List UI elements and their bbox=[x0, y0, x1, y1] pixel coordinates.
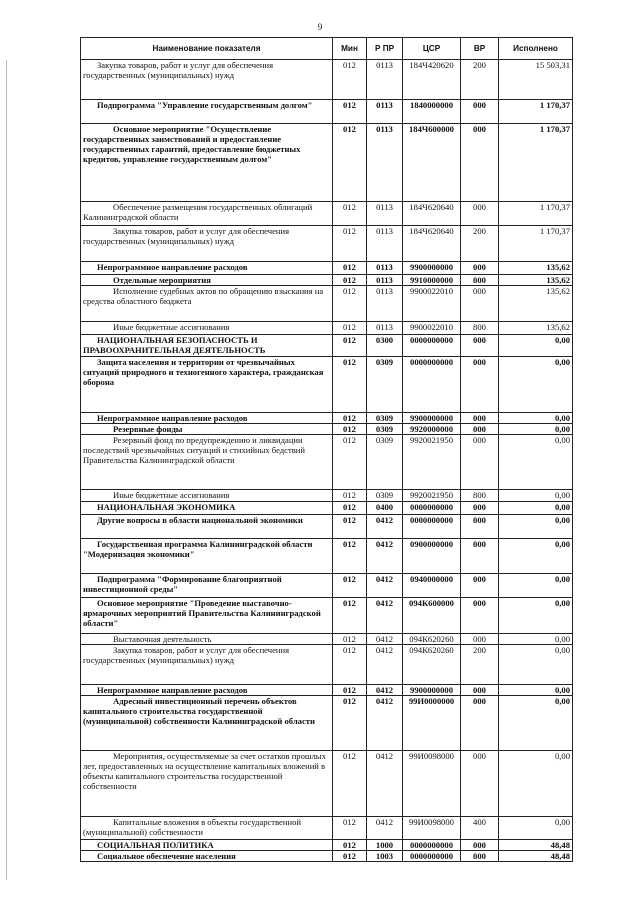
cell-vr: 800 bbox=[461, 322, 499, 335]
cell-name: Исполнение судебных актов по обращению взыскания на средства областного бюджета bbox=[81, 286, 333, 322]
cell-done: 0,00 bbox=[499, 574, 573, 598]
cell-csr: 094К620260 bbox=[403, 634, 461, 645]
cell-done: 0,00 bbox=[499, 413, 573, 424]
cell-csr: 9920000000 bbox=[403, 424, 461, 435]
cell-name: Закупка товаров, работ и услуг для обеспечения государственных (муниципальных) нужд bbox=[81, 226, 333, 262]
table-row bbox=[81, 357, 573, 413]
table-row bbox=[81, 60, 573, 100]
table-row bbox=[81, 226, 573, 262]
cell-rpr: 0412 bbox=[367, 539, 403, 574]
cell-rpr: 0113 bbox=[367, 262, 403, 275]
cell-rpr: 0300 bbox=[367, 335, 403, 357]
cell-rpr: 0412 bbox=[367, 817, 403, 840]
cell-done: 0,00 bbox=[499, 435, 573, 490]
cell-csr: 99И0098000 bbox=[403, 751, 461, 817]
cell-done: 15 503,31 bbox=[499, 60, 573, 100]
cell-vr: 200 bbox=[461, 60, 499, 100]
table-row bbox=[81, 685, 573, 696]
cell-name: НАЦИОНАЛЬНАЯ БЕЗОПАСНОСТЬ И ПРАВООХРАНИТЕЛЬНАЯ ДЕЯТЕЛЬНОСТЬ bbox=[81, 335, 333, 357]
cell-vr: 000 bbox=[461, 840, 499, 851]
table-row bbox=[81, 634, 573, 645]
cell-name: Резервные фонды bbox=[81, 424, 333, 435]
cell-min: 012 bbox=[333, 413, 367, 424]
cell-min: 012 bbox=[333, 124, 367, 202]
cell-csr: 184Ч420620 bbox=[403, 60, 461, 100]
cell-done: 0,00 bbox=[499, 598, 573, 634]
cell-vr: 000 bbox=[461, 539, 499, 574]
cell-min: 012 bbox=[333, 840, 367, 851]
cell-min: 012 bbox=[333, 685, 367, 696]
cell-min: 012 bbox=[333, 435, 367, 490]
cell-rpr: 0309 bbox=[367, 413, 403, 424]
cell-rpr: 0113 bbox=[367, 60, 403, 100]
cell-done: 0,00 bbox=[499, 357, 573, 413]
cell-done: 1 170,37 bbox=[499, 100, 573, 124]
cell-csr: 094К620260 bbox=[403, 645, 461, 685]
cell-min: 012 bbox=[333, 357, 367, 413]
cell-rpr: 0412 bbox=[367, 685, 403, 696]
cell-name: Непрограммное направление расходов bbox=[81, 413, 333, 424]
cell-csr: 99И0000000 bbox=[403, 696, 461, 751]
cell-rpr: 0412 bbox=[367, 515, 403, 539]
table-row bbox=[81, 696, 573, 751]
cell-name: Непрограммное направление расходов bbox=[81, 262, 333, 275]
cell-rpr: 0412 bbox=[367, 645, 403, 685]
cell-name: Закупка товаров, работ и услуг для обеспечения государственных (муниципальных) нужд bbox=[81, 645, 333, 685]
cell-vr: 000 bbox=[461, 286, 499, 322]
cell-name: Иные бюджетные ассигнования bbox=[81, 490, 333, 502]
cell-rpr: 0113 bbox=[367, 286, 403, 322]
cell-name: Отдельные мероприятия bbox=[81, 275, 333, 286]
cell-done: 0,00 bbox=[499, 685, 573, 696]
cell-csr: 9900000000 bbox=[403, 685, 461, 696]
cell-vr: 000 bbox=[461, 685, 499, 696]
cell-rpr: 0309 bbox=[367, 424, 403, 435]
cell-done: 1 170,37 bbox=[499, 226, 573, 262]
cell-done: 0,00 bbox=[499, 490, 573, 502]
cell-done: 0,00 bbox=[499, 502, 573, 515]
table-row bbox=[81, 751, 573, 817]
cell-csr: 99И0098000 bbox=[403, 817, 461, 840]
cell-name: Государственная программа Калининградской области "Модернизация экономики" bbox=[81, 539, 333, 574]
cell-csr: 184Ч600000 bbox=[403, 124, 461, 202]
cell-vr: 800 bbox=[461, 490, 499, 502]
cell-vr: 200 bbox=[461, 226, 499, 262]
cell-csr: 1840000000 bbox=[403, 100, 461, 124]
cell-min: 012 bbox=[333, 696, 367, 751]
cell-rpr: 0400 bbox=[367, 502, 403, 515]
cell-min: 012 bbox=[333, 751, 367, 817]
cell-vr: 000 bbox=[461, 100, 499, 124]
cell-rpr: 0113 bbox=[367, 124, 403, 202]
cell-csr: 9900000000 bbox=[403, 413, 461, 424]
cell-vr: 000 bbox=[461, 634, 499, 645]
table-row bbox=[81, 817, 573, 840]
cell-vr: 000 bbox=[461, 515, 499, 539]
page-number: 9 bbox=[317, 22, 323, 32]
cell-rpr: 0113 bbox=[367, 226, 403, 262]
cell-name: Защита населения и территории от чрезвычайных ситуаций природного и техногенного характера, гражданская оборона bbox=[81, 357, 333, 413]
cell-done: 1 170,37 bbox=[499, 124, 573, 202]
header-csr: ЦСР bbox=[403, 38, 461, 60]
cell-vr: 000 bbox=[461, 424, 499, 435]
cell-vr: 000 bbox=[461, 598, 499, 634]
cell-csr: 0000000000 bbox=[403, 840, 461, 851]
cell-vr: 000 bbox=[461, 357, 499, 413]
table-header-row bbox=[81, 38, 573, 60]
table-row bbox=[81, 202, 573, 226]
cell-done: 0,00 bbox=[499, 751, 573, 817]
cell-done: 0,00 bbox=[499, 645, 573, 685]
table-row bbox=[81, 100, 573, 124]
cell-name: Основное мероприятие "Осуществление государственных заимствований и предоставление государственных гарантий, предоставление бюджетных кредитов, управление государственным долгом" bbox=[81, 124, 333, 202]
cell-done: 0,00 bbox=[499, 817, 573, 840]
cell-vr: 000 bbox=[461, 335, 499, 357]
cell-name: Закупка товаров, работ и услуг для обеспечения государственных (муниципальных) нужд bbox=[81, 60, 333, 100]
cell-name: Адресный инвестиционный перечень объектов капитального строительства государственной (муниципальной) собственности Калининградской области bbox=[81, 696, 333, 751]
cell-csr: 184Ч620640 bbox=[403, 226, 461, 262]
cell-csr: 0900000000 bbox=[403, 539, 461, 574]
cell-name: Подпрограмма "Управление государственным долгом" bbox=[81, 100, 333, 124]
table-row bbox=[81, 286, 573, 322]
cell-min: 012 bbox=[333, 202, 367, 226]
cell-done: 0,00 bbox=[499, 539, 573, 574]
cell-done: 48,48 bbox=[499, 840, 573, 851]
table-row bbox=[81, 502, 573, 515]
cell-min: 012 bbox=[333, 490, 367, 502]
cell-vr: 000 bbox=[461, 202, 499, 226]
header-name: Наименование показателя bbox=[81, 38, 333, 60]
cell-min: 012 bbox=[333, 335, 367, 357]
cell-min: 012 bbox=[333, 851, 367, 862]
cell-csr: 9900000000 bbox=[403, 262, 461, 275]
table-row bbox=[81, 124, 573, 202]
cell-min: 012 bbox=[333, 502, 367, 515]
table-row bbox=[81, 322, 573, 335]
table-row bbox=[81, 645, 573, 685]
table-row bbox=[81, 598, 573, 634]
cell-rpr: 0412 bbox=[367, 598, 403, 634]
table-row bbox=[81, 574, 573, 598]
cell-min: 012 bbox=[333, 598, 367, 634]
header-rpr: Р ПР bbox=[367, 38, 403, 60]
cell-name: Резервный фонд по предупреждению и ликвидации последствий чрезвычайных ситуаций и стихийных бедствий Правительства Калининградской области bbox=[81, 435, 333, 490]
cell-done: 135,62 bbox=[499, 322, 573, 335]
table-row bbox=[81, 851, 573, 862]
cell-done: 0,00 bbox=[499, 424, 573, 435]
cell-done: 0,00 bbox=[499, 696, 573, 751]
cell-name: Выставочная деятельность bbox=[81, 634, 333, 645]
header-done: Исполнено bbox=[499, 38, 573, 60]
cell-min: 012 bbox=[333, 286, 367, 322]
table-row bbox=[81, 275, 573, 286]
cell-rpr: 1003 bbox=[367, 851, 403, 862]
cell-name: Капитальные вложения в объекты государственной (муниципальной) собственности bbox=[81, 817, 333, 840]
cell-name: Другие вопросы в области национальной экономики bbox=[81, 515, 333, 539]
cell-vr: 000 bbox=[461, 696, 499, 751]
cell-rpr: 0412 bbox=[367, 696, 403, 751]
cell-csr: 9920021950 bbox=[403, 490, 461, 502]
cell-rpr: 0113 bbox=[367, 322, 403, 335]
cell-csr: 9900022010 bbox=[403, 322, 461, 335]
cell-vr: 200 bbox=[461, 645, 499, 685]
cell-min: 012 bbox=[333, 817, 367, 840]
cell-csr: 0940000000 bbox=[403, 574, 461, 598]
cell-min: 012 bbox=[333, 574, 367, 598]
table-row bbox=[81, 424, 573, 435]
cell-vr: 000 bbox=[461, 851, 499, 862]
cell-vr: 000 bbox=[461, 413, 499, 424]
cell-vr: 000 bbox=[461, 275, 499, 286]
cell-rpr: 0309 bbox=[367, 357, 403, 413]
cell-vr: 000 bbox=[461, 435, 499, 490]
cell-name: Мероприятия, осуществляемые за счет остатков прошлых лет, предоставленных на осуществление капитальных вложений в объекты капитального строительства государственной собственности bbox=[81, 751, 333, 817]
cell-done: 135,62 bbox=[499, 286, 573, 322]
cell-done: 48,48 bbox=[499, 851, 573, 862]
cell-min: 012 bbox=[333, 60, 367, 100]
cell-done: 0,00 bbox=[499, 335, 573, 357]
cell-rpr: 0412 bbox=[367, 751, 403, 817]
cell-csr: 0000000000 bbox=[403, 851, 461, 862]
cell-min: 012 bbox=[333, 539, 367, 574]
cell-rpr: 0113 bbox=[367, 100, 403, 124]
cell-rpr: 0412 bbox=[367, 574, 403, 598]
cell-csr: 9910000000 bbox=[403, 275, 461, 286]
cell-name: Основное мероприятие "Проведение выставочно-ярмарочных мероприятий Правительства Калининградской области" bbox=[81, 598, 333, 634]
header-min: Мин bbox=[333, 38, 367, 60]
cell-min: 012 bbox=[333, 322, 367, 335]
cell-rpr: 0309 bbox=[367, 435, 403, 490]
scan-edge-mark bbox=[6, 60, 7, 880]
header-vr: ВР bbox=[461, 38, 499, 60]
cell-csr: 0000000000 bbox=[403, 335, 461, 357]
cell-name: Иные бюджетные ассигнования bbox=[81, 322, 333, 335]
cell-min: 012 bbox=[333, 275, 367, 286]
cell-rpr: 1000 bbox=[367, 840, 403, 851]
table-row bbox=[81, 515, 573, 539]
table-row bbox=[81, 840, 573, 851]
cell-vr: 000 bbox=[461, 124, 499, 202]
cell-vr: 400 bbox=[461, 817, 499, 840]
cell-vr: 000 bbox=[461, 751, 499, 817]
cell-csr: 9920021950 bbox=[403, 435, 461, 490]
cell-min: 012 bbox=[333, 262, 367, 275]
cell-name: Социальное обеспечение населения bbox=[81, 851, 333, 862]
table-row bbox=[81, 262, 573, 275]
table-row bbox=[81, 435, 573, 490]
table-row bbox=[81, 539, 573, 574]
cell-done: 135,62 bbox=[499, 262, 573, 275]
cell-min: 012 bbox=[333, 645, 367, 685]
cell-name: СОЦИАЛЬНАЯ ПОЛИТИКА bbox=[81, 840, 333, 851]
cell-rpr: 0412 bbox=[367, 634, 403, 645]
cell-name: Непрограммное направление расходов bbox=[81, 685, 333, 696]
cell-rpr: 0113 bbox=[367, 275, 403, 286]
cell-vr: 000 bbox=[461, 262, 499, 275]
cell-name: Обеспечение размещения государственных облигаций Калининградской области bbox=[81, 202, 333, 226]
cell-done: 1 170,37 bbox=[499, 202, 573, 226]
cell-done: 135,62 bbox=[499, 275, 573, 286]
table-row bbox=[81, 335, 573, 357]
cell-csr: 184Ч620640 bbox=[403, 202, 461, 226]
cell-min: 012 bbox=[333, 424, 367, 435]
cell-min: 012 bbox=[333, 515, 367, 539]
cell-done: 0,00 bbox=[499, 515, 573, 539]
cell-rpr: 0309 bbox=[367, 490, 403, 502]
table-row bbox=[81, 413, 573, 424]
report-table bbox=[80, 37, 573, 862]
cell-min: 012 bbox=[333, 634, 367, 645]
cell-vr: 000 bbox=[461, 574, 499, 598]
cell-done: 0,00 bbox=[499, 634, 573, 645]
cell-min: 012 bbox=[333, 226, 367, 262]
cell-csr: 0000000000 bbox=[403, 515, 461, 539]
cell-rpr: 0113 bbox=[367, 202, 403, 226]
cell-min: 012 bbox=[333, 100, 367, 124]
cell-vr: 000 bbox=[461, 502, 499, 515]
cell-csr: 0000000000 bbox=[403, 502, 461, 515]
cell-name: Подпрограмма "Формирование благоприятной инвестиционной среды" bbox=[81, 574, 333, 598]
table-row bbox=[81, 490, 573, 502]
cell-csr: 9900022010 bbox=[403, 286, 461, 322]
cell-csr: 094К600000 bbox=[403, 598, 461, 634]
cell-name: НАЦИОНАЛЬНАЯ ЭКОНОМИКА bbox=[81, 502, 333, 515]
cell-csr: 0000000000 bbox=[403, 357, 461, 413]
